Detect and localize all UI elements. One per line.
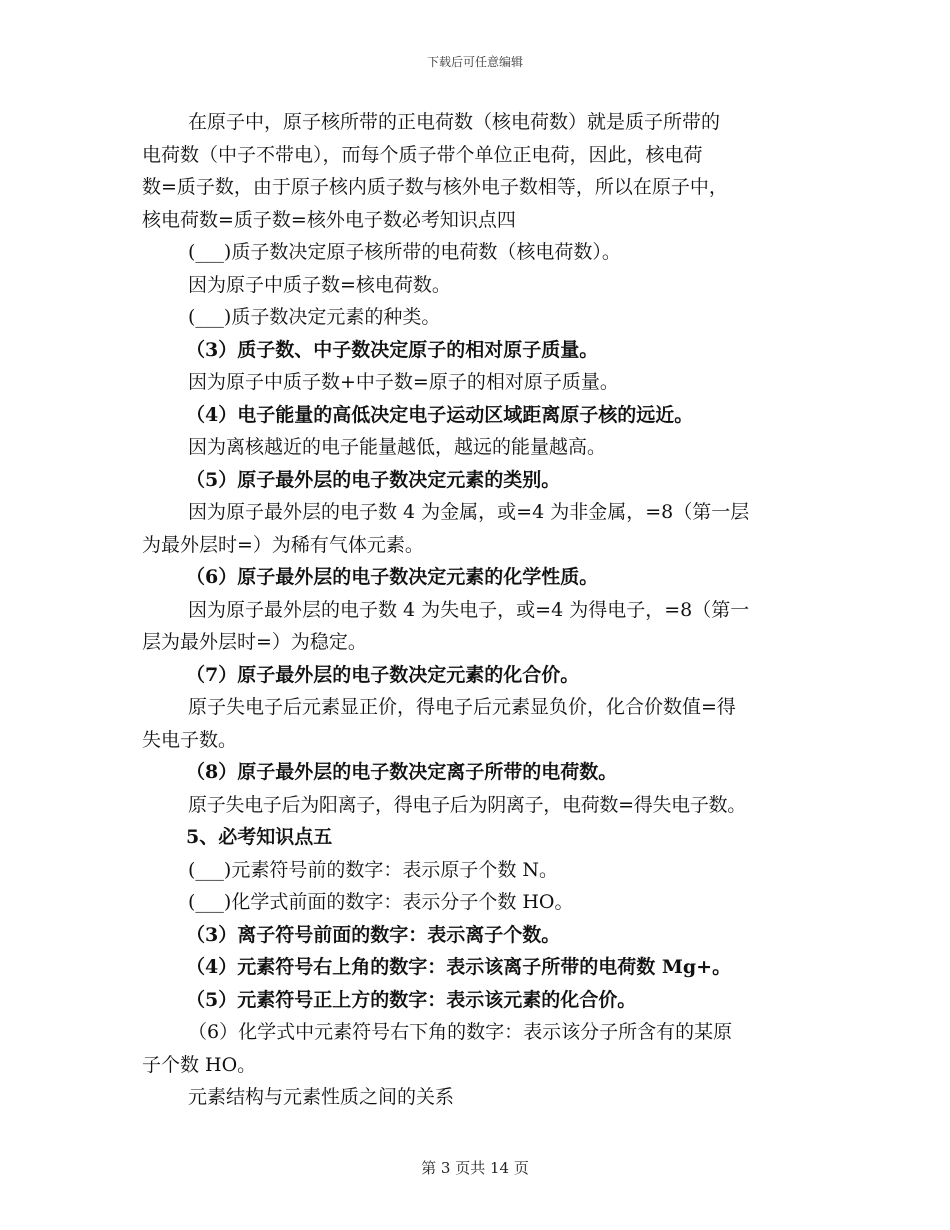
section-heading: （4）电子能量的高低决定电子运动区域距离原子核的远近。 [186,403,694,426]
paragraph-line: 数=质子数，由于原子核内质子数与核外电子数相等，所以在原子中， [142,176,728,198]
page-number-footer: 第 3 页共 14 页 [421,1159,529,1177]
paragraph-line: 层为最外层时=）为稳定。 [142,631,367,653]
paragraph-line: 在原子中，原子核所带的正电荷数（核电荷数）就是质子所带的 [188,111,721,133]
section-heading: （8）原子最外层的电子数决定离子所带的电荷数。 [186,761,618,783]
paragraph-line: 因为离核越近的电子能量越低，越远的能量越高。 [188,436,607,458]
paragraph-line: (___)化学式前面的数字：表示分子个数 HO。 [188,891,574,913]
paragraph-line: （6）化学式中元素符号右下角的数字：表示该分子所含有的某原 [188,1021,733,1043]
section-heading: （4）元素符号右上角的数字：表示该离子所带的电荷数 Mg+。 [186,956,732,978]
paragraph-line: 原子失电子后为阳离子，得电子后为阴离子，电荷数=得失电子数。 [188,793,746,816]
document-body [142,106,822,1114]
paragraph-line: 核电荷数=质子数=核外电子数必考知识点四 [142,208,516,231]
paragraph-line: 因为原子中质子数=核电荷数。 [188,273,451,296]
paragraph-line: 子个数 HO。 [142,1053,257,1076]
section-heading: （6）原子最外层的电子数决定元素的化学性质。 [186,566,599,588]
paragraph-line: (___)质子数决定原子核所带的电荷数（核电荷数）。 [188,241,621,263]
paragraph-line: (___)元素符号前的数字：表示原子个数 N。 [188,858,558,881]
paragraph-line: (___)质子数决定元素的种类。 [188,306,441,328]
paragraph-line: 因为原子中质子数+中子数=原子的相对原子质量。 [188,371,619,393]
section-heading: （3）离子符号前面的数字：表示离子个数。 [186,923,561,946]
paragraph-line: 因为原子最外层的电子数 4 为失电子，或=4 为得电子，=8（第一 [188,598,750,621]
section-heading: （5）元素符号正上方的数字：表示该元素的化合价。 [186,988,637,1011]
paragraph-line: 失电子数。 [142,728,238,751]
paragraph-line: 元素结构与元素性质之间的关系 [188,1086,455,1108]
section-heading: （7）原子最外层的电子数决定元素的化合价。 [186,663,580,686]
section-heading: （5）原子最外层的电子数决定元素的类别。 [186,468,561,491]
paragraph-line: 电荷数（中子不带电），而每个质子带个单位正电荷，因此，核电荷 [142,143,703,166]
paragraph-line: 原子失电子后元素显正价，得电子后元素显负价，化合价数值=得 [188,696,736,718]
paragraph-line: 为最外层时=）为稀有气体元素。 [142,533,424,556]
paragraph-line: 因为原子最外层的电子数 4 为金属，或=4 为非金属，=8（第一层 [188,501,750,523]
section-heading: 5、必考知识点五 [186,826,333,848]
page-header: 下载后可任意编辑 [426,55,523,69]
section-heading: （3）质子数、中子数决定原子的相对原子质量。 [186,338,599,361]
